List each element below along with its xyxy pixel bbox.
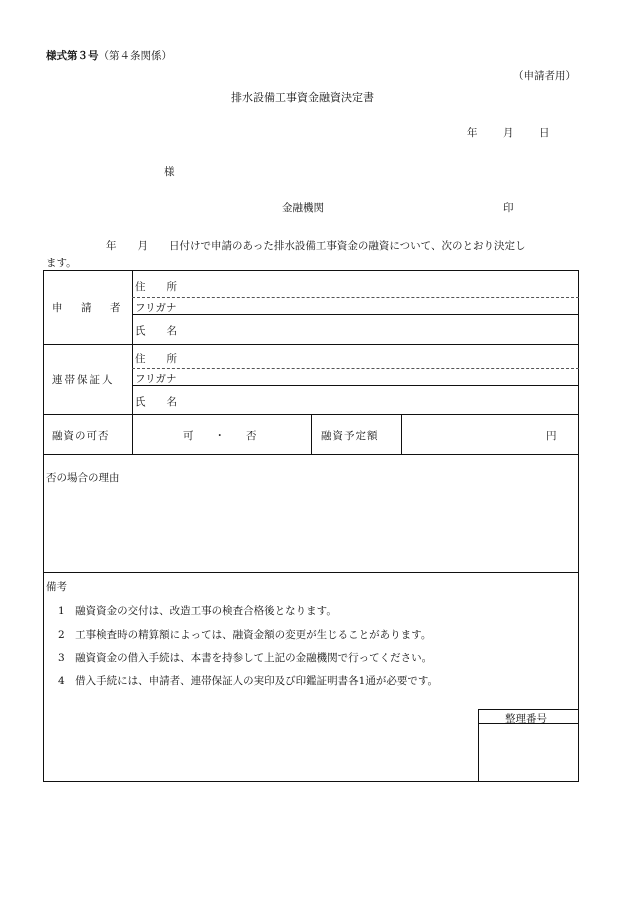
body-line-1: 年 月 日付けで申請のあった排水設備工事資金の融資について、次のとおり決定し (106, 240, 526, 252)
issuer-label: 金融機関 (282, 202, 324, 214)
body-line-2: ます。 (46, 257, 77, 269)
document-title: 排水設備工事資金融資決定書 (231, 91, 374, 104)
applicant-label: 申 請 者 (52, 302, 125, 314)
rejection-reason-label: 否の場合の理由 (46, 472, 120, 484)
addressee-suffix: 様 (164, 166, 175, 178)
applicant-furigana-label: フリガナ (135, 302, 177, 314)
note-item: 3 融資資金の借入手続は、本書を持参して上記の金融機関で行ってください。 (58, 652, 433, 664)
form-relation: （第４条関係） (98, 50, 172, 62)
yen-unit: 円 (546, 430, 557, 442)
divider-approval-reason (43, 454, 579, 455)
approval-options: 可 ・ 否 (183, 430, 257, 442)
applicant-address-divider (132, 297, 579, 298)
notes-label: 備考 (46, 581, 67, 593)
form-number (46, 48, 172, 63)
ref-box-left (478, 709, 479, 782)
date-day: 日 (539, 127, 550, 139)
applicant-name-label: 氏 名 (135, 325, 177, 337)
reference-number-label: 整理番号 (505, 713, 547, 725)
copy-label: （申請者用） (513, 70, 576, 82)
applicant-furigana-divider (132, 314, 579, 315)
loan-amount-label: 融資予定額 (321, 430, 379, 442)
guarantor-name-label: 氏 名 (135, 396, 177, 408)
approval-options-divider (311, 414, 312, 454)
seal-mark: 印 (503, 202, 514, 214)
decision-table (43, 270, 579, 782)
guarantor-address-label: 住 所 (135, 353, 177, 365)
approval-label: 融資の可否 (52, 430, 110, 442)
guarantor-address-divider (132, 368, 579, 369)
approval-amount-divider (401, 414, 402, 454)
date-month: 月 (503, 127, 514, 139)
date-year: 年 (467, 127, 478, 139)
guarantor-label: 連帯保証人 (52, 374, 115, 386)
ref-box-top (478, 709, 579, 710)
note-item: 1 融資資金の交付は、改造工事の検査合格後となります。 (58, 605, 337, 617)
applicant-address-label: 住 所 (135, 281, 177, 293)
approval-label-divider (132, 414, 133, 454)
form-number-label: 様式第３号 (46, 50, 99, 62)
note-item: 2 工事検査時の精算額によっては、融資金額の変更が生じることがあります。 (58, 629, 432, 641)
label-column-divider (132, 270, 133, 414)
note-item: 4 借入手続には、申請者、連帯保証人の実印及び印鑑証明書各1通が必要です。 (58, 675, 439, 687)
guarantor-furigana-divider (132, 385, 579, 386)
divider-reason-notes (43, 572, 579, 573)
divider-applicant-guarantor (43, 344, 579, 345)
guarantor-furigana-label: フリガナ (135, 373, 177, 385)
